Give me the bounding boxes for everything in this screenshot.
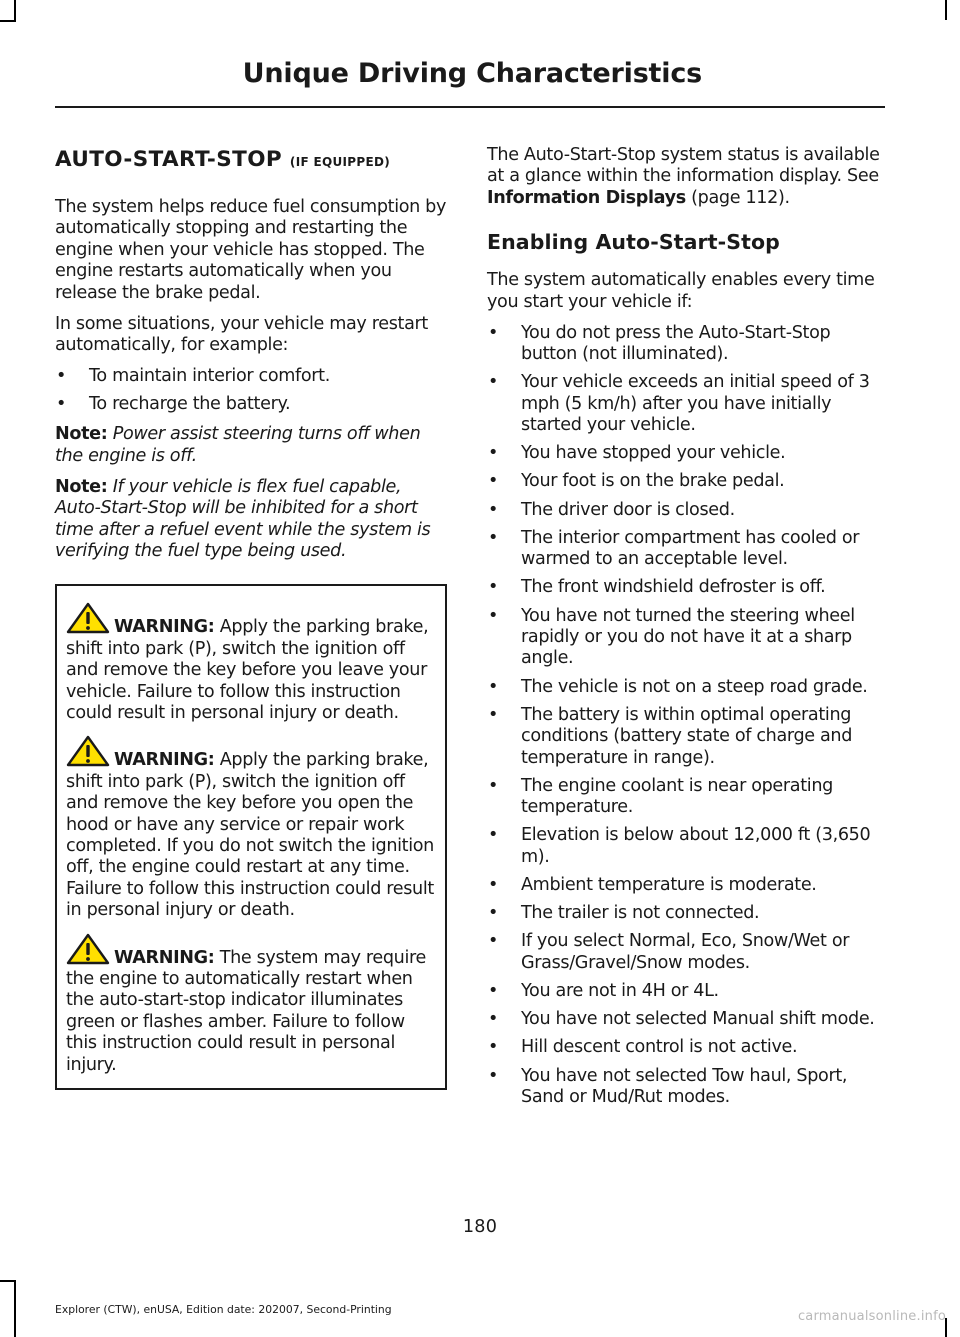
bullet-mark: • bbox=[488, 372, 499, 393]
info-displays-link[interactable]: Information Displays bbox=[487, 187, 686, 208]
list-item bbox=[487, 606, 882, 670]
list-item-text: If you select Normal, Eco, Snow/Wet or Grass/Gravel/Snow modes. bbox=[521, 931, 850, 973]
bullet-mark: • bbox=[488, 1065, 499, 1086]
warning-item bbox=[66, 612, 437, 724]
bullet-mark: • bbox=[488, 704, 499, 725]
warning-text: Apply the parking brake, shift into park (P), switch the ignition off and remove the key before you open the hood or have any service or repair work completed. If you do not switch the ignition off, the engine could restart at any time. Failure to follow this instruction could result in personal injury or death. bbox=[66, 750, 434, 921]
restart-reasons-list bbox=[55, 366, 447, 416]
list-item-text: Ambient temperature is moderate. bbox=[521, 875, 817, 896]
enable-paragraph: The system automatically enables every time you start your vehicle if: bbox=[487, 270, 875, 312]
note-flex-fuel bbox=[55, 477, 447, 563]
note-power-steering bbox=[55, 424, 447, 467]
watermark: carmanualsonline.info bbox=[797, 1309, 946, 1324]
bullet-mark: • bbox=[488, 471, 499, 492]
list-item-text: You have not selected Manual shift mode. bbox=[521, 1009, 875, 1030]
list-item bbox=[487, 1037, 882, 1058]
warning-triangle-icon bbox=[66, 933, 114, 963]
list-item-text: The engine coolant is near operating temperature. bbox=[521, 775, 833, 818]
status-paragraph bbox=[487, 145, 882, 209]
bullet-mark: • bbox=[488, 527, 499, 548]
list-item bbox=[487, 528, 882, 571]
footer-edition: Explorer (CTW), enUSA, Edition date: 202007, Second-Printing bbox=[55, 1303, 392, 1316]
bullet-mark: • bbox=[488, 903, 499, 924]
section-title-suffix: (IF EQUIPPED) bbox=[289, 155, 390, 169]
header-rule bbox=[55, 106, 885, 108]
section-title-text: AUTO-START-STOP bbox=[55, 147, 283, 172]
list-item-text: The battery is within optimal operating conditions (battery state of charge and temperature in range). bbox=[521, 704, 853, 768]
list-item bbox=[487, 323, 882, 366]
bullet-mark: • bbox=[488, 981, 499, 1002]
list-item bbox=[55, 394, 447, 415]
status-text: The Auto-Start-Stop system status is available at a glance within the information display. See bbox=[487, 145, 880, 187]
bullet-mark: • bbox=[488, 605, 499, 626]
list-item bbox=[487, 1066, 882, 1109]
list-item bbox=[487, 500, 882, 521]
bullet-mark: • bbox=[488, 775, 499, 796]
bullet-mark: • bbox=[56, 394, 67, 415]
bullet-mark: • bbox=[488, 676, 499, 697]
warning-label: WARNING: bbox=[114, 947, 215, 968]
note-text: Power assist steering turns off when the engine is off. bbox=[55, 424, 421, 466]
list-item bbox=[487, 677, 882, 698]
bullet-mark: • bbox=[56, 365, 67, 386]
list-item-text: Your vehicle exceeds an initial speed of 3 mph (5 km/h) after you have initially started your vehicle. bbox=[521, 372, 870, 435]
intro-paragraph: The system helps reduce fuel consumption by automatically stopping and restarting the engine when your vehicle has stopped. The engine restarts automatically when you release the brake pedal. bbox=[55, 197, 447, 303]
list-item bbox=[487, 875, 882, 896]
list-item-text: Your foot is on the brake pedal. bbox=[521, 471, 785, 492]
bullet-mark: • bbox=[488, 1037, 499, 1058]
list-item-text: You have not selected Tow haul, Sport, Sand or Mud/Rut modes. bbox=[521, 1065, 848, 1108]
list-item-text: You have not turned the steering wheel rapidly or you do not have it at a sharp angle. bbox=[521, 605, 855, 669]
list-item-text: Elevation is below about 12,000 ft (3,650 m). bbox=[521, 825, 871, 867]
page-reference: (page 112). bbox=[691, 187, 790, 208]
note-label: Note: bbox=[55, 476, 108, 497]
list-item-text: The driver door is closed. bbox=[521, 499, 735, 520]
list-item-text: The interior compartment has cooled or warmed to an acceptable level. bbox=[521, 527, 860, 570]
list-item bbox=[487, 903, 882, 924]
list-item bbox=[487, 372, 882, 436]
list-item bbox=[487, 471, 882, 492]
warning-label: WARNING: bbox=[114, 750, 215, 771]
crop-mark bbox=[0, 1280, 16, 1282]
page-number: 180 bbox=[462, 1217, 498, 1237]
warnings-box bbox=[55, 584, 447, 1090]
list-item bbox=[487, 825, 882, 868]
list-item-text: The trailer is not connected. bbox=[521, 903, 760, 924]
warning-item bbox=[66, 745, 437, 921]
warning-text: The system may require the engine to automatically restart when the auto-start-stop indicator illuminates green or flashes amber. Failure to follow this instruction could result in personal injury. bbox=[66, 947, 426, 1075]
list-item-text: You are not in 4H or 4L. bbox=[521, 981, 719, 1002]
bullet-mark: • bbox=[488, 825, 499, 846]
list-item bbox=[487, 776, 882, 819]
list-item-text: The vehicle is not on a steep road grade. bbox=[521, 676, 868, 697]
list-item-text: To recharge the battery. bbox=[89, 394, 291, 415]
list-item bbox=[487, 443, 882, 464]
restart-paragraph: In some situations, your vehicle may restart automatically, for example: bbox=[55, 313, 428, 355]
bullet-mark: • bbox=[488, 931, 499, 952]
bullet-mark: • bbox=[488, 577, 499, 598]
list-item-text: You do not press the Auto-Start-Stop button (not illuminated). bbox=[521, 322, 831, 364]
bullet-mark: • bbox=[488, 499, 499, 520]
page-header-title: Unique Driving Characteristics bbox=[242, 58, 702, 89]
list-item bbox=[487, 577, 882, 598]
left-column bbox=[55, 145, 447, 1090]
warning-item bbox=[66, 943, 437, 1076]
list-item-text: To maintain interior comfort. bbox=[89, 365, 330, 386]
list-item bbox=[487, 981, 882, 1002]
enable-conditions-list bbox=[487, 323, 882, 1109]
list-item-text: Hill descent control is not active. bbox=[521, 1037, 798, 1058]
section-title bbox=[55, 145, 447, 177]
bullet-mark: • bbox=[488, 875, 499, 896]
warning-triangle-icon bbox=[66, 602, 114, 632]
note-text: If your vehicle is flex fuel capable, Auto-Start-Stop will be inhibited for a short time after a refuel event while the system is verifying the fuel type being used. bbox=[55, 476, 431, 561]
crop-mark bbox=[14, 0, 16, 20]
list-item bbox=[55, 366, 447, 387]
crop-mark bbox=[0, 20, 16, 22]
list-item bbox=[487, 931, 882, 974]
list-item-text: The front windshield defroster is off. bbox=[521, 577, 826, 598]
crop-mark bbox=[14, 1280, 16, 1337]
warning-triangle-icon bbox=[66, 735, 114, 765]
right-column bbox=[487, 145, 882, 1115]
warning-label: WARNING: bbox=[114, 617, 215, 638]
bullet-mark: • bbox=[488, 1009, 499, 1030]
warning-text: Apply the parking brake, shift into park (P), switch the ignition off and remove the key before you leave your vehicle. Failure to follow this instruction could result in personal injury or death. bbox=[66, 617, 429, 724]
crop-mark bbox=[945, 0, 947, 20]
list-item bbox=[487, 1009, 882, 1030]
list-item-text: You have stopped your vehicle. bbox=[521, 443, 786, 464]
list-item bbox=[487, 705, 882, 769]
subsection-title: Enabling Auto-Start-Stop bbox=[487, 230, 780, 255]
bullet-mark: • bbox=[488, 322, 499, 343]
note-label: Note: bbox=[55, 424, 108, 445]
bullet-mark: • bbox=[488, 443, 499, 464]
